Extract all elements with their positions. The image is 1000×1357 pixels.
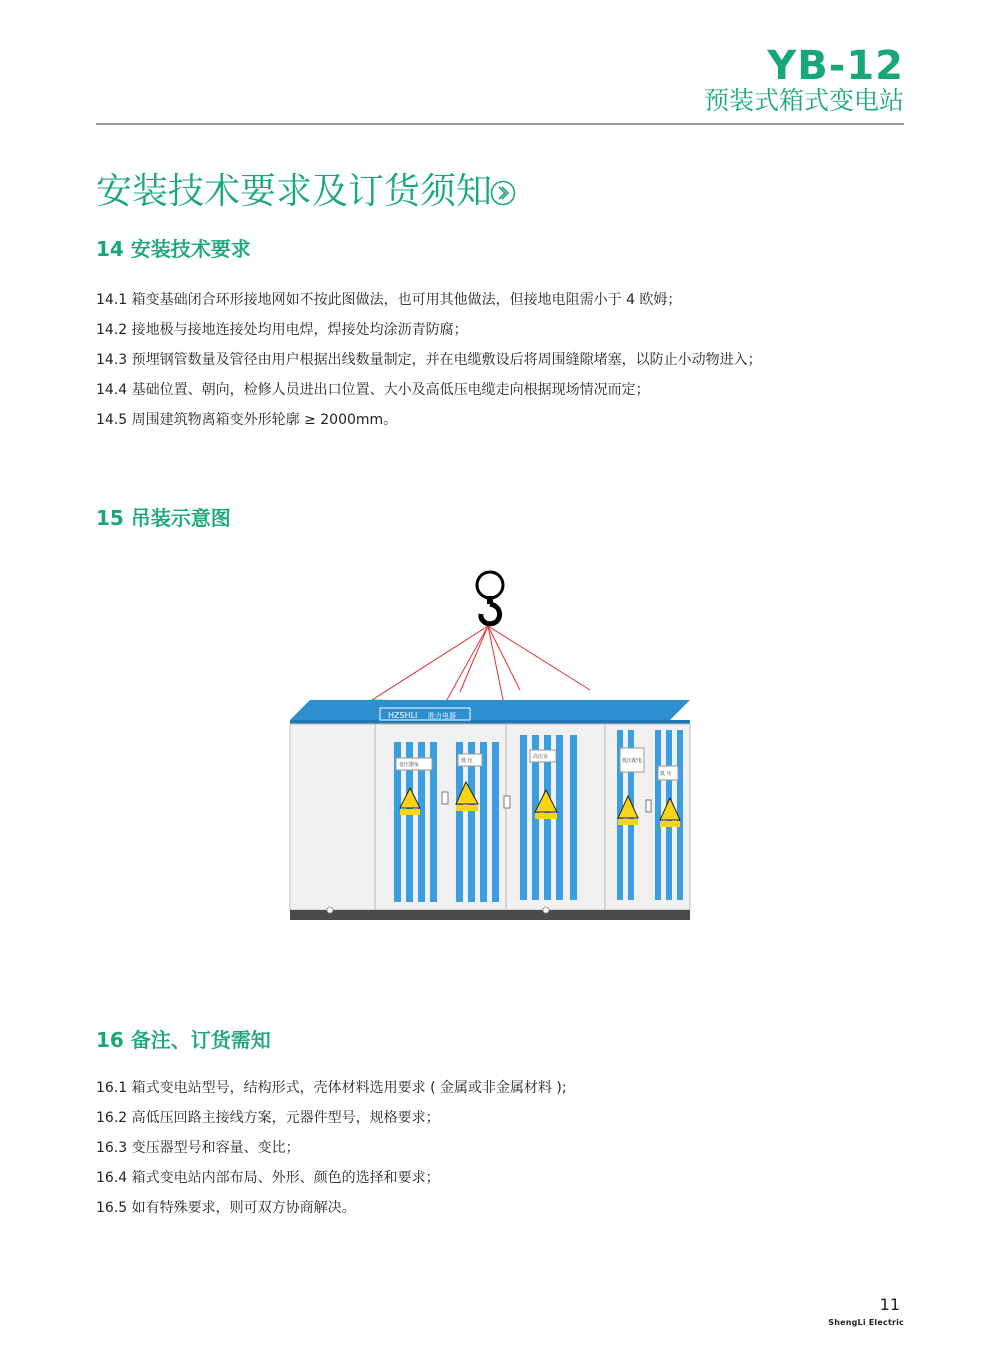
list-item: 14.5 周围建筑物离箱变外形轮廓 ≥ 2000mm。 — [96, 412, 398, 428]
list-item: 16.3 变压器型号和容量、变比； — [96, 1140, 300, 1156]
section-heading-14: 14 安装技术要求 — [96, 237, 251, 261]
nameplate-text: HZSHLI — [388, 711, 418, 720]
nameplate-cn-text: 胜力电器 — [428, 712, 456, 720]
list-item: 14.4 基础位置、朝向，检修人员进出口位置、大小及高低压电缆走向根据现场情况而定； — [96, 382, 650, 398]
door-label: 低 压 — [461, 758, 473, 764]
door-label: 高压室 — [533, 754, 549, 760]
section-heading-16: 16 备注、订货需知 — [96, 1028, 271, 1052]
list-item: 14.2 接地极与接地连接处均用电焊，焊接处均涂沥青防腐； — [96, 322, 468, 338]
page-title: 安装技术要求及订货须知 — [96, 171, 493, 212]
list-item: 16.4 箱式变电站内部布局、外形、颜色的选择和要求； — [96, 1170, 440, 1186]
list-item: 14.3 预埋钢管数量及管径由用户根据出线数量制定，并在电缆敷设后将周围缝隙堵塞，以防止小动物进入； — [96, 352, 762, 368]
page-number: 11 — [879, 1295, 900, 1314]
ordering-notes-list — [96, 1073, 567, 1223]
header-code: YB-12 — [767, 43, 904, 89]
footer-brand: ShengLi Electric — [828, 1318, 904, 1327]
list-item: 16.2 高低压回路主接线方案，元器件型号，规格要求； — [96, 1110, 440, 1126]
header-subtitle: 预装式箱式变电站 — [703, 86, 904, 115]
door-label: 低压配电 — [622, 758, 643, 764]
door-label: 低 压 — [660, 771, 672, 777]
list-item: 16.1 箱式变电站型号，结构形式，壳体材料选用要求 ( 金属或非金属材料 ); — [96, 1080, 567, 1096]
install-requirements-list — [96, 285, 762, 435]
circle-chevron-right-icon — [490, 180, 516, 206]
list-item: 16.5 如有特殊要求，则可双方协商解决。 — [96, 1200, 356, 1216]
header-divider — [96, 123, 904, 125]
door-label: 变压器室 — [399, 762, 420, 768]
list-item: 14.1 箱变基础闭合环形接地网如不按此图做法，也可用其他做法，但接地电阻需小于 4 欧姆； — [96, 292, 682, 308]
section-heading-15: 15 吊装示意图 — [96, 506, 231, 530]
crane-hook-icon — [477, 572, 503, 624]
lifting-diagram — [280, 560, 700, 940]
